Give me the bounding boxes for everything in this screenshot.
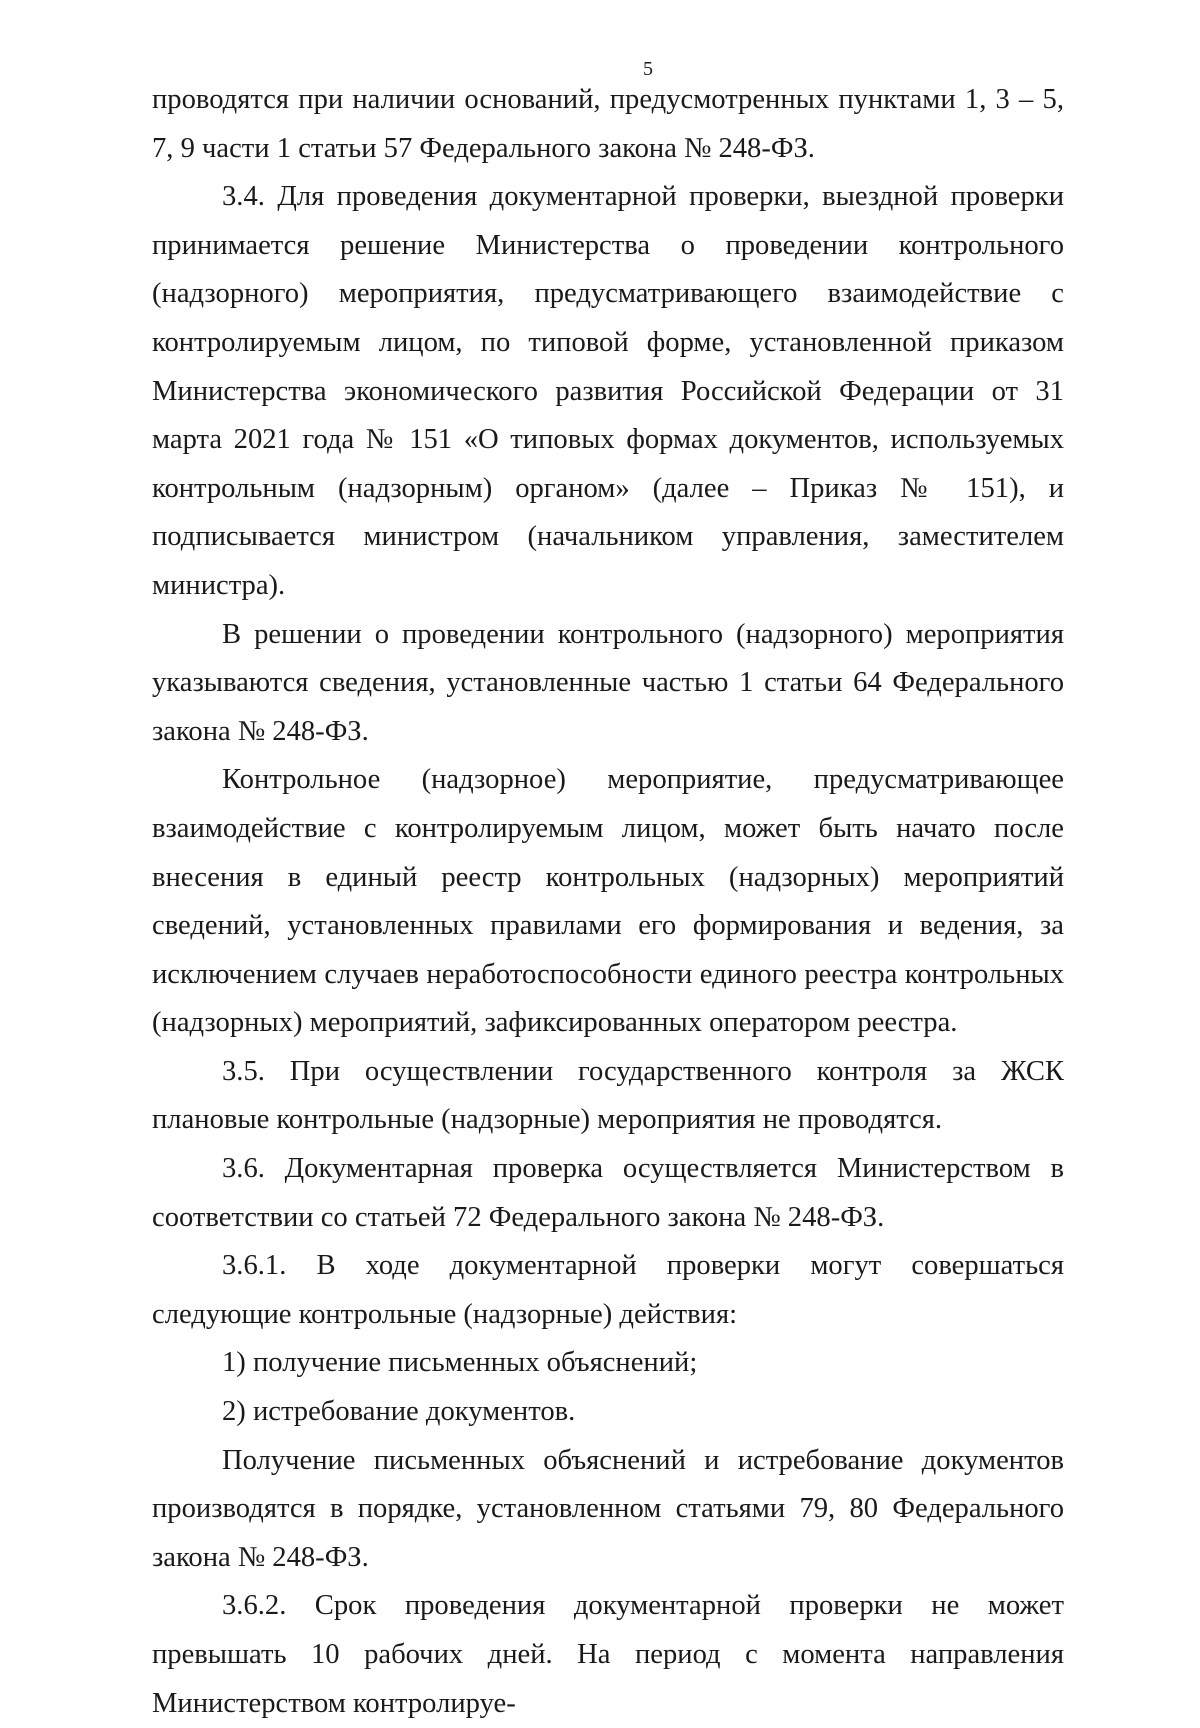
- paragraph-3-6-1: 3.6.1. В ходе документарной проверки могут совершаться следующие контрольные (надзорные) действия:: [152, 1250, 1064, 1330]
- document-body: [152, 76, 1064, 1728]
- paragraph-explanations-procedure: Получение письменных объяснений и истребование документов производятся в порядке, установленном статьями 79, 80 Федерального закона № 248-ФЗ.: [152, 1444, 1064, 1573]
- paragraph-3-6-2: 3.6.2. Срок проведения документарной проверки не может превышать 10 рабочих дней. На период с момента направления Министерством контролируе-: [152, 1590, 1064, 1719]
- paragraph-control-event-start: Контрольное (надзорное) мероприятие, предусматривающее взаимодействие с контролируемым лицом, может быть начато после внесения в единый реестр контрольных (надзорных) мероприятий сведений, установленных правилами его формирования и ведения, за исключением случаев неработоспособности единого реестра контрольных (надзорных) мероприятий, зафиксированных оператором реестра.: [152, 764, 1064, 1039]
- page-number: 5: [643, 58, 653, 80]
- paragraph-3-6: 3.6. Документарная проверка осуществляется Министерством в соответствии со статьей 72 Федерального закона № 248-ФЗ.: [152, 1153, 1064, 1233]
- paragraph-decision-details: В решении о проведении контрольного (надзорного) мероприятия указываются сведения, установленные частью 1 статьи 64 Федерального закона № 248-ФЗ.: [152, 618, 1064, 747]
- paragraph-3-4: 3.4. Для проведения документарной проверки, выездной проверки принимается решение Министерства о проведении контрольного (надзорного) мероприятия, предусматривающего взаимодействие с контролируемым лицом, по типовой форме, установленной приказом Министерства экономического развития Российской Федерации от 31 марта 2021 года № 151 «О типовых формах документов, используемых контрольным (надзорным) органом» (далее – Приказ № 151), и подписывается министром (начальником управления, заместителем министра).: [152, 181, 1064, 601]
- list-item-2: 2) истребование документов.: [222, 1396, 576, 1428]
- list-item-1: 1) получение письменных объяснений;: [222, 1347, 698, 1379]
- paragraph-3-5: 3.5. При осуществлении государственного контроля за ЖСК плановые контрольные (надзорные) мероприятия не проводятся.: [152, 1055, 1064, 1136]
- paragraph-continuation: проводятся при наличии оснований, предусмотренных пунктами 1, 3 – 5, 7, 9 части 1 статьи 57 Федерального закона № 248-ФЗ.: [152, 84, 1064, 164]
